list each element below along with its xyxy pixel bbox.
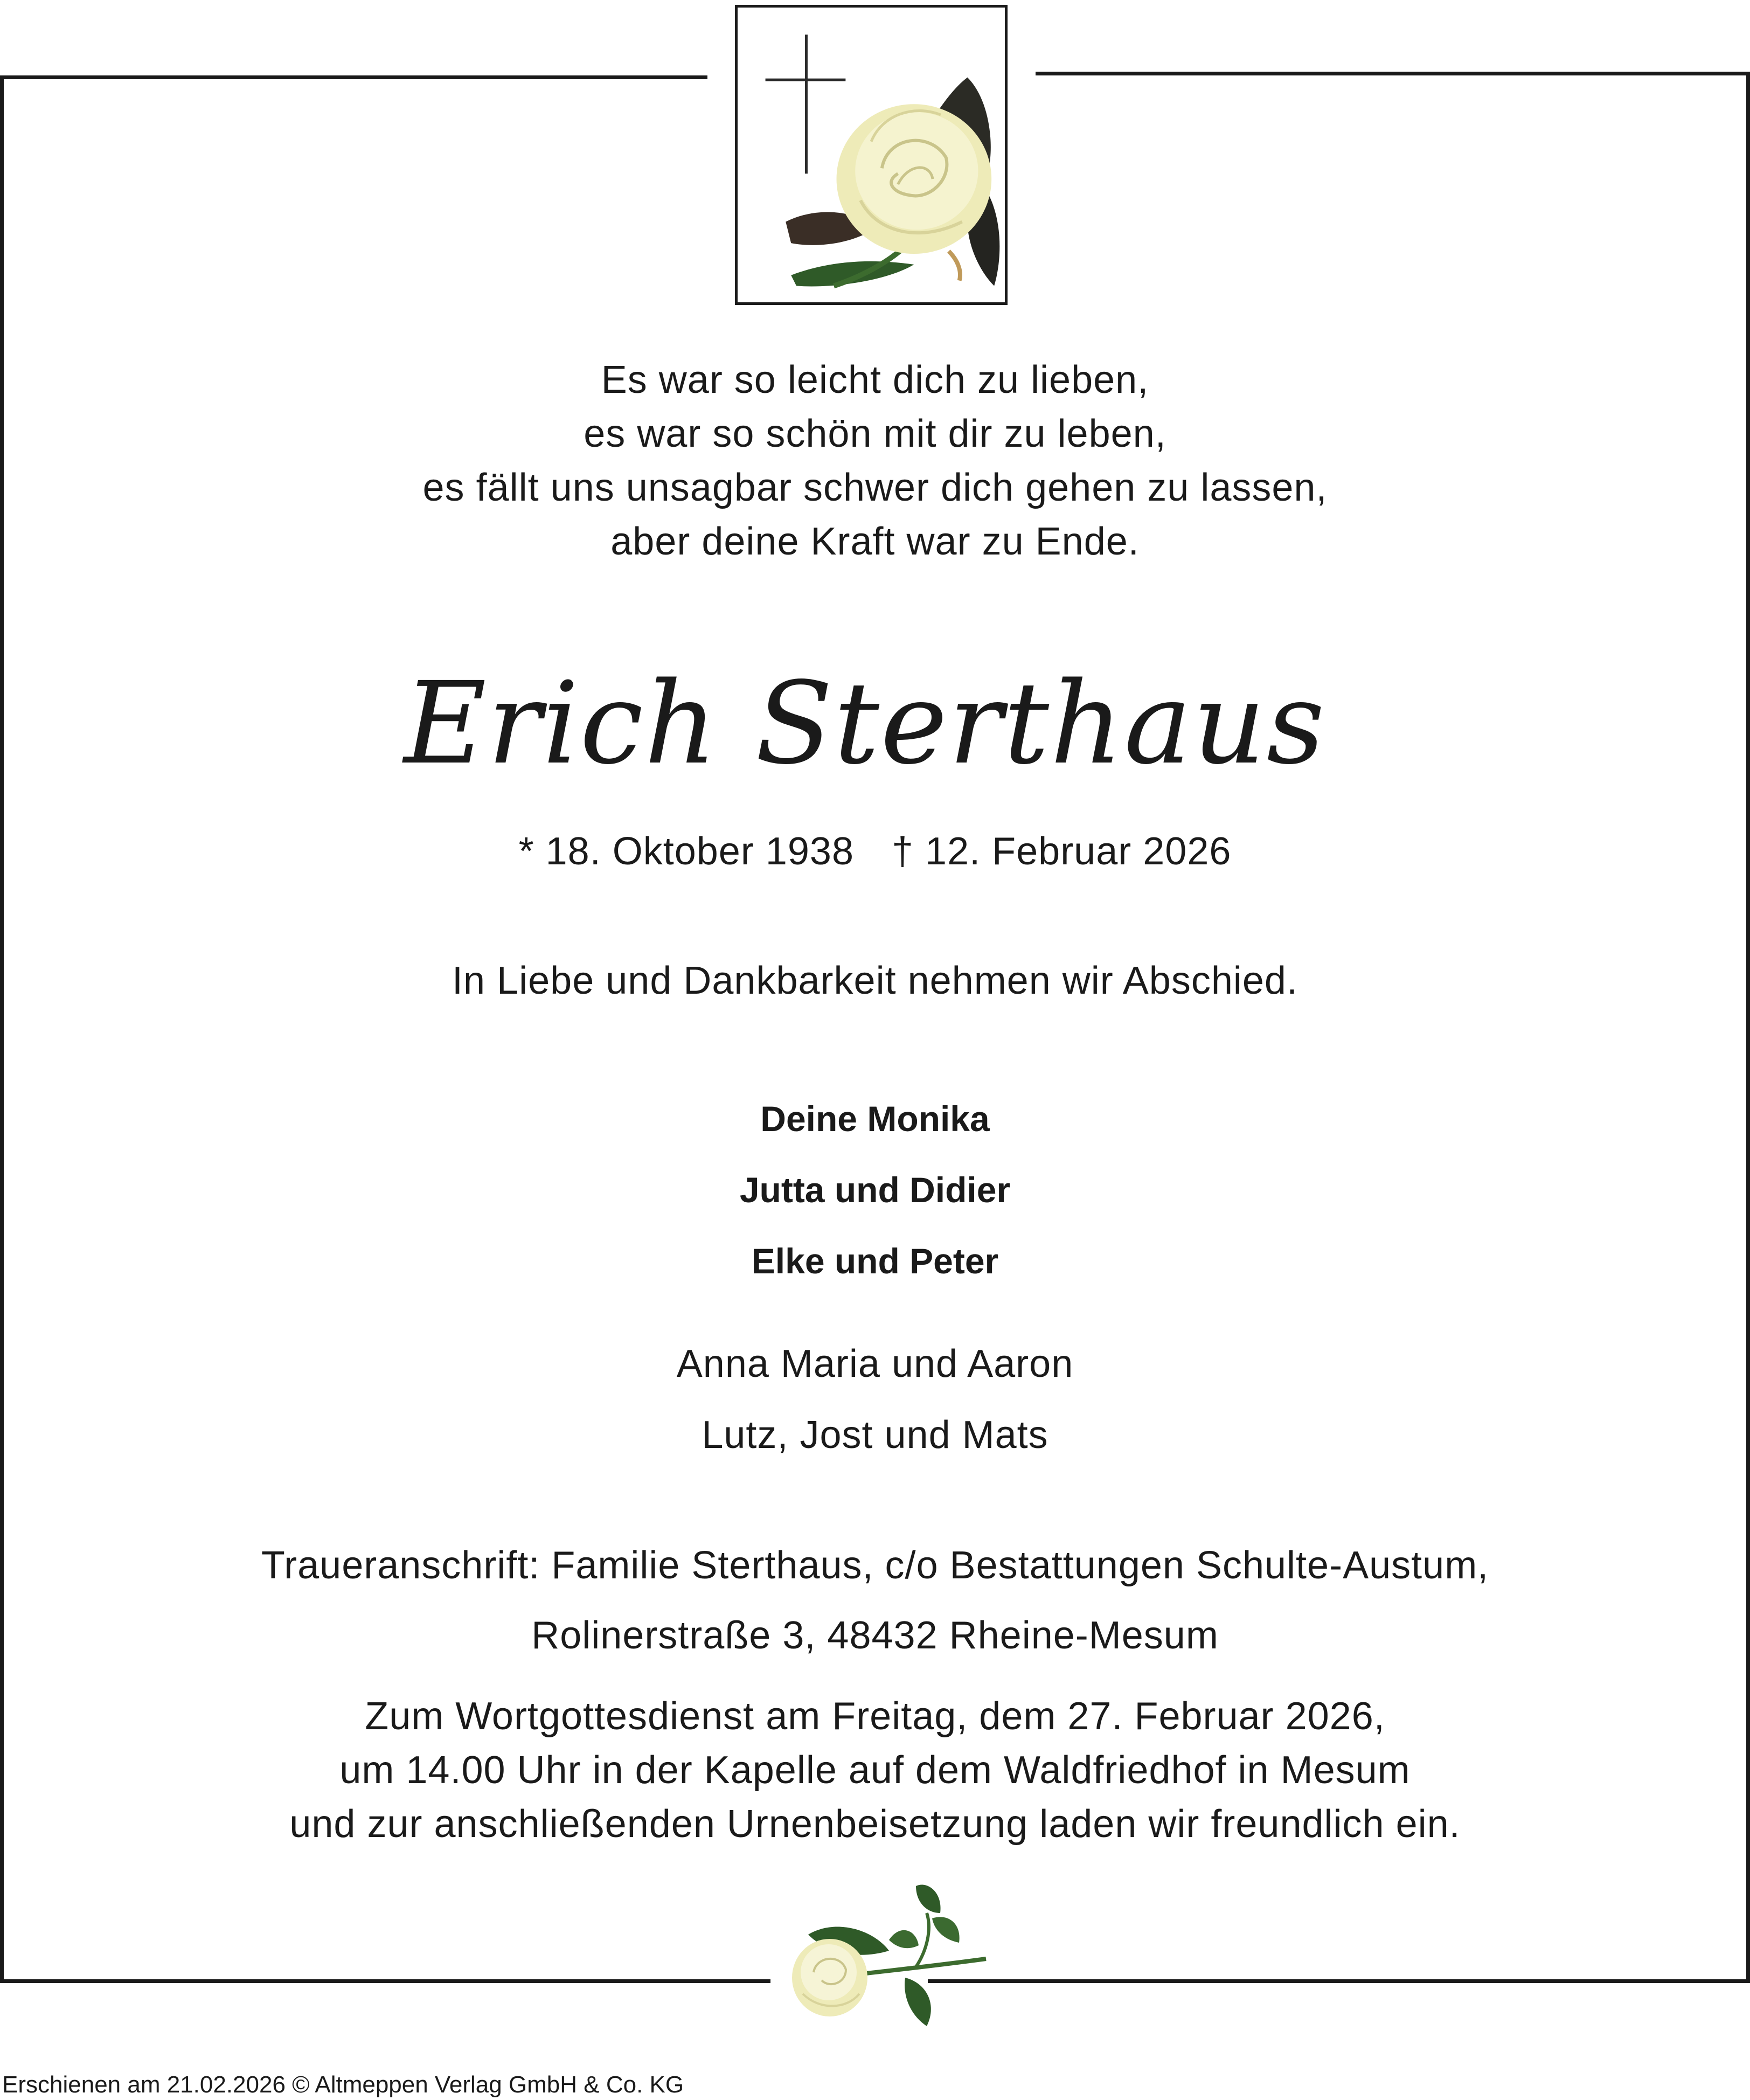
mourning-address xyxy=(0,1530,1750,1671)
frame-bottom-right-line xyxy=(928,1979,1750,1983)
service-line: Zum Wortgottesdienst am Freitag, dem 27. Februar 2026, xyxy=(365,1695,1385,1738)
service-invitation xyxy=(0,1689,1750,1851)
frame-top-right-line xyxy=(1036,72,1750,75)
poem-line: es war so schön mit dir zu leben, xyxy=(584,412,1166,455)
rose-icon xyxy=(765,1870,1029,2032)
address-line: Rolinerstraße 3, 48432 Rheine-Mesum xyxy=(531,1614,1219,1657)
poem-line: Es war so leicht dich zu lieben, xyxy=(601,358,1149,401)
close-family-list xyxy=(0,1083,1750,1297)
birth-date: * 18. Oktober 1938 xyxy=(518,830,854,873)
life-dates xyxy=(0,824,1750,878)
farewell-text: In Liebe und Dankbarkeit nehmen wir Abschied. xyxy=(452,959,1298,1002)
deceased-name-text: Erich Sterthaus xyxy=(404,657,1326,789)
address-line: Traueranschrift: Familie Sterthaus, c/o Bestattungen Schulte-Austum, xyxy=(261,1544,1489,1587)
poem-line: es fällt uns unsagbar schwer dich gehen zu lassen, xyxy=(422,466,1328,509)
family-member: Deine Monika xyxy=(760,1099,990,1139)
service-line: um 14.00 Uhr in der Kapelle auf dem Waldfriedhof in Mesum xyxy=(339,1749,1411,1792)
family-member: Lutz, Jost und Mats xyxy=(702,1413,1048,1457)
family-member: Jutta und Didier xyxy=(739,1170,1011,1210)
extended-family-list xyxy=(0,1328,1750,1471)
family-member: Anna Maria und Aaron xyxy=(676,1342,1074,1385)
poem-line: aber deine Kraft war zu Ende. xyxy=(610,520,1140,563)
frame-top-left-line xyxy=(0,75,707,79)
deceased-name xyxy=(404,647,1326,824)
cross-and-rose-icon xyxy=(735,5,1008,305)
frame-bottom-left-line xyxy=(0,1979,770,1983)
service-line: und zur anschließenden Urnenbeisetzung laden wir freundlich ein. xyxy=(289,1803,1461,1846)
death-date: † 12. Februar 2026 xyxy=(891,830,1232,873)
poem xyxy=(0,353,1750,569)
family-member: Elke und Peter xyxy=(751,1241,999,1281)
publication-footer: Erschienen am 21.02.2026 © Altmeppen Verlag GmbH & Co. KG xyxy=(2,2071,684,2098)
